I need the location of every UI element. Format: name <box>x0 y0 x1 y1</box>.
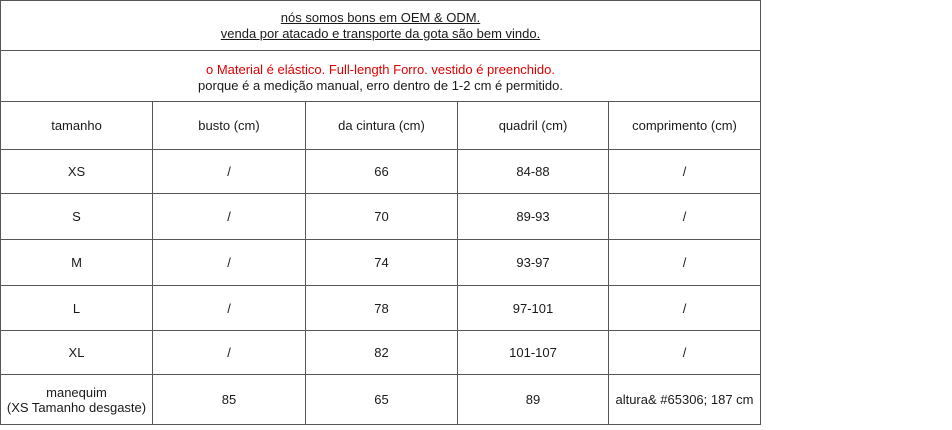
header-bust: busto (cm) <box>198 118 260 133</box>
table-cell-bust: / <box>227 164 231 179</box>
table-cell-length: / <box>682 255 687 270</box>
table-cell-size: S <box>72 209 81 224</box>
table-cell-hip: 93-97 <box>516 255 550 270</box>
table-cell-size: XL <box>68 345 85 360</box>
model-size-worn: (XS Tamanho desgaste) <box>6 399 147 415</box>
table-cell-hip: 101-107 <box>509 345 557 360</box>
table-cell-waist: 74 <box>374 255 389 270</box>
model-height-cell: altura& #65306; 187 cm <box>615 392 754 407</box>
table-cell-length: / <box>682 164 687 179</box>
table-cell-size: M <box>71 255 82 270</box>
table-cell-length: / <box>682 345 687 360</box>
table-cell-size: XS <box>67 164 86 179</box>
table-cell-waist: 66 <box>374 164 389 179</box>
table-cell-size: L <box>72 300 81 316</box>
wholesale-notice-line: venda por atacado e transporte da gota são bem vindo. <box>220 26 541 41</box>
table-cell-hip: 97-101 <box>512 300 554 316</box>
table-cell-length: / <box>682 300 687 316</box>
model-label: manequim <box>46 384 107 400</box>
header-waist: da cintura (cm) <box>338 118 425 133</box>
model-size-cell <box>1 375 152 424</box>
table-cell-hip: 84-88 <box>516 164 550 179</box>
material-notice <box>1 62 760 94</box>
header-length: comprimento (cm) <box>632 118 737 133</box>
table-cell-hip: 89-93 <box>516 209 550 224</box>
model-bust-cell: 85 <box>221 392 237 407</box>
table-cell-bust: / <box>227 255 231 270</box>
model-hip-cell: 89 <box>525 392 541 407</box>
header-hip: quadril (cm) <box>498 118 568 133</box>
table-cell-bust: / <box>227 345 231 360</box>
oem-notice-line: nós somos bons em OEM & ODM. <box>280 10 481 25</box>
model-waist-cell: 65 <box>374 392 389 407</box>
table-cell-bust: / <box>227 209 231 224</box>
measurement-notice-line: porque é a medição manual, erro dentro de 1-2 cm é permitido. <box>198 78 563 93</box>
header-size: tamanho <box>51 118 102 133</box>
material-warning-line: o Material é elástico. Full-length Forro. vestido é preenchido. <box>205 62 555 77</box>
divider <box>1 50 760 51</box>
table-cell-waist: 82 <box>374 345 389 360</box>
oem-notice <box>1 10 760 42</box>
table-cell-length: / <box>682 209 687 224</box>
table-cell-waist: 78 <box>374 300 389 316</box>
table-cell-bust: / <box>227 300 231 316</box>
table-cell-waist: 70 <box>374 209 389 224</box>
